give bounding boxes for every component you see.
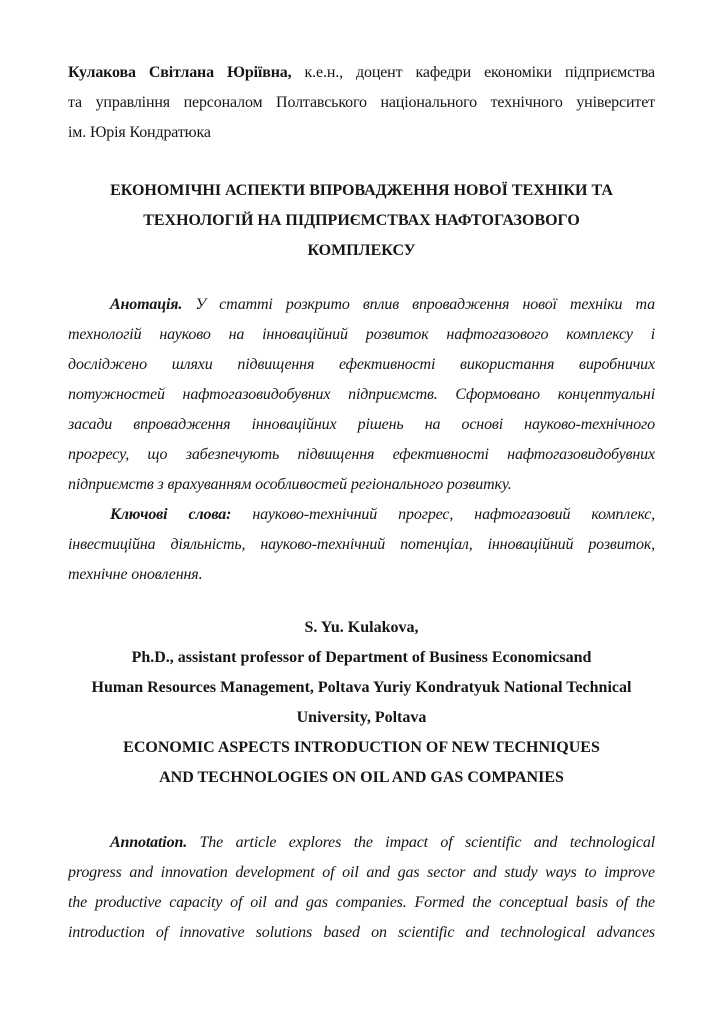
keywords-text-ua: науково-технічний прогрес, нафтогазовий комплекс, [231,506,655,523]
text-line: засади впровадження інноваційних рішень на основі науково-технічного [68,416,655,433]
author-affiliation-en: Human Resources Management, Poltava Yuriy Kondratyuk National Technical [91,679,632,696]
text-line [68,58,655,88]
text-line: потужностей нафтогазовидобувних підприємств. Сформовано концептуальні [68,386,655,403]
title-line: КОМПЛЕКСУ [307,242,416,259]
text-line: технологій науково на інноваційний розвиток нафтогазового комплексу і [68,326,655,343]
title-line: ЕКОНОМІЧНІ АСПЕКТИ ВПРОВАДЖЕННЯ НОВОЇ ТЕХНІКИ ТА [110,182,613,199]
text-line [68,828,655,858]
title-line: ECONOMIC ASPECTS INTRODUCTION OF NEW TECHNIQUES [123,739,600,756]
text-line: прогресу, що забезпечують підвищення ефективності нафтогазовидобувних [68,446,655,463]
abstract-lead-ua: Анотація. [110,296,183,313]
abstract-en [68,828,655,948]
title-line: ТЕХНОЛОГІЙ НА ПІДПРИЄМСТВАХ НАФТОГАЗОВОГО [143,212,580,229]
abstract-lead-en: Annotation. [110,834,188,851]
author-degree-ua: к.е.н., доцент кафедри економіки підприємства [291,64,655,81]
author-name-ua: Кулакова Світлана Юріївна, [68,64,292,81]
text-line: та управління персоналом Полтавського національного технічного університет [68,94,655,111]
author-city-en: University, Poltava [296,709,427,726]
keywords-lead-ua: Ключові слова: [110,506,232,523]
text-line: інвестиційна діяльність, науково-технічний потенціал, інноваційний розвиток, [68,536,655,553]
article-title-en [68,733,655,793]
keywords-ua [68,500,655,590]
abstract-ua [68,290,655,500]
text-line: progress and innovation development of oil and gas sector and study ways to improve [68,864,655,881]
text-line: досліджено шляхи підвищення ефективності використання виробничих [68,356,655,373]
text-line [68,290,655,320]
text-line [68,500,655,530]
text-line: the productive capacity of oil and gas companies. Formed the conceptual basis of the [68,894,655,911]
author-degree-en: Ph.D., assistant professor of Department of Business Economicsand [131,649,592,666]
text-line: підприємств з врахуванням особливостей регіонального розвитку. [68,476,512,493]
text-line: introduction of innovative solutions based on scientific and technological advances [68,924,655,941]
author-block-en [68,613,655,733]
text-line: технічне оновлення. [68,566,203,583]
author-block-ua [68,58,655,148]
text-line: ім. Юрія Кондратюка [68,124,211,141]
title-line: AND TECHNOLOGIES ON OIL AND GAS COMPANIES [159,769,564,786]
article-title-ua [68,176,655,266]
abstract-text-en: The article explores the impact of scientific and technological [187,834,655,851]
abstract-text-ua: У статті розкрито вплив впровадження нової техніки та [182,296,655,313]
author-name-en: S. Yu. Kulakova, [304,619,419,636]
